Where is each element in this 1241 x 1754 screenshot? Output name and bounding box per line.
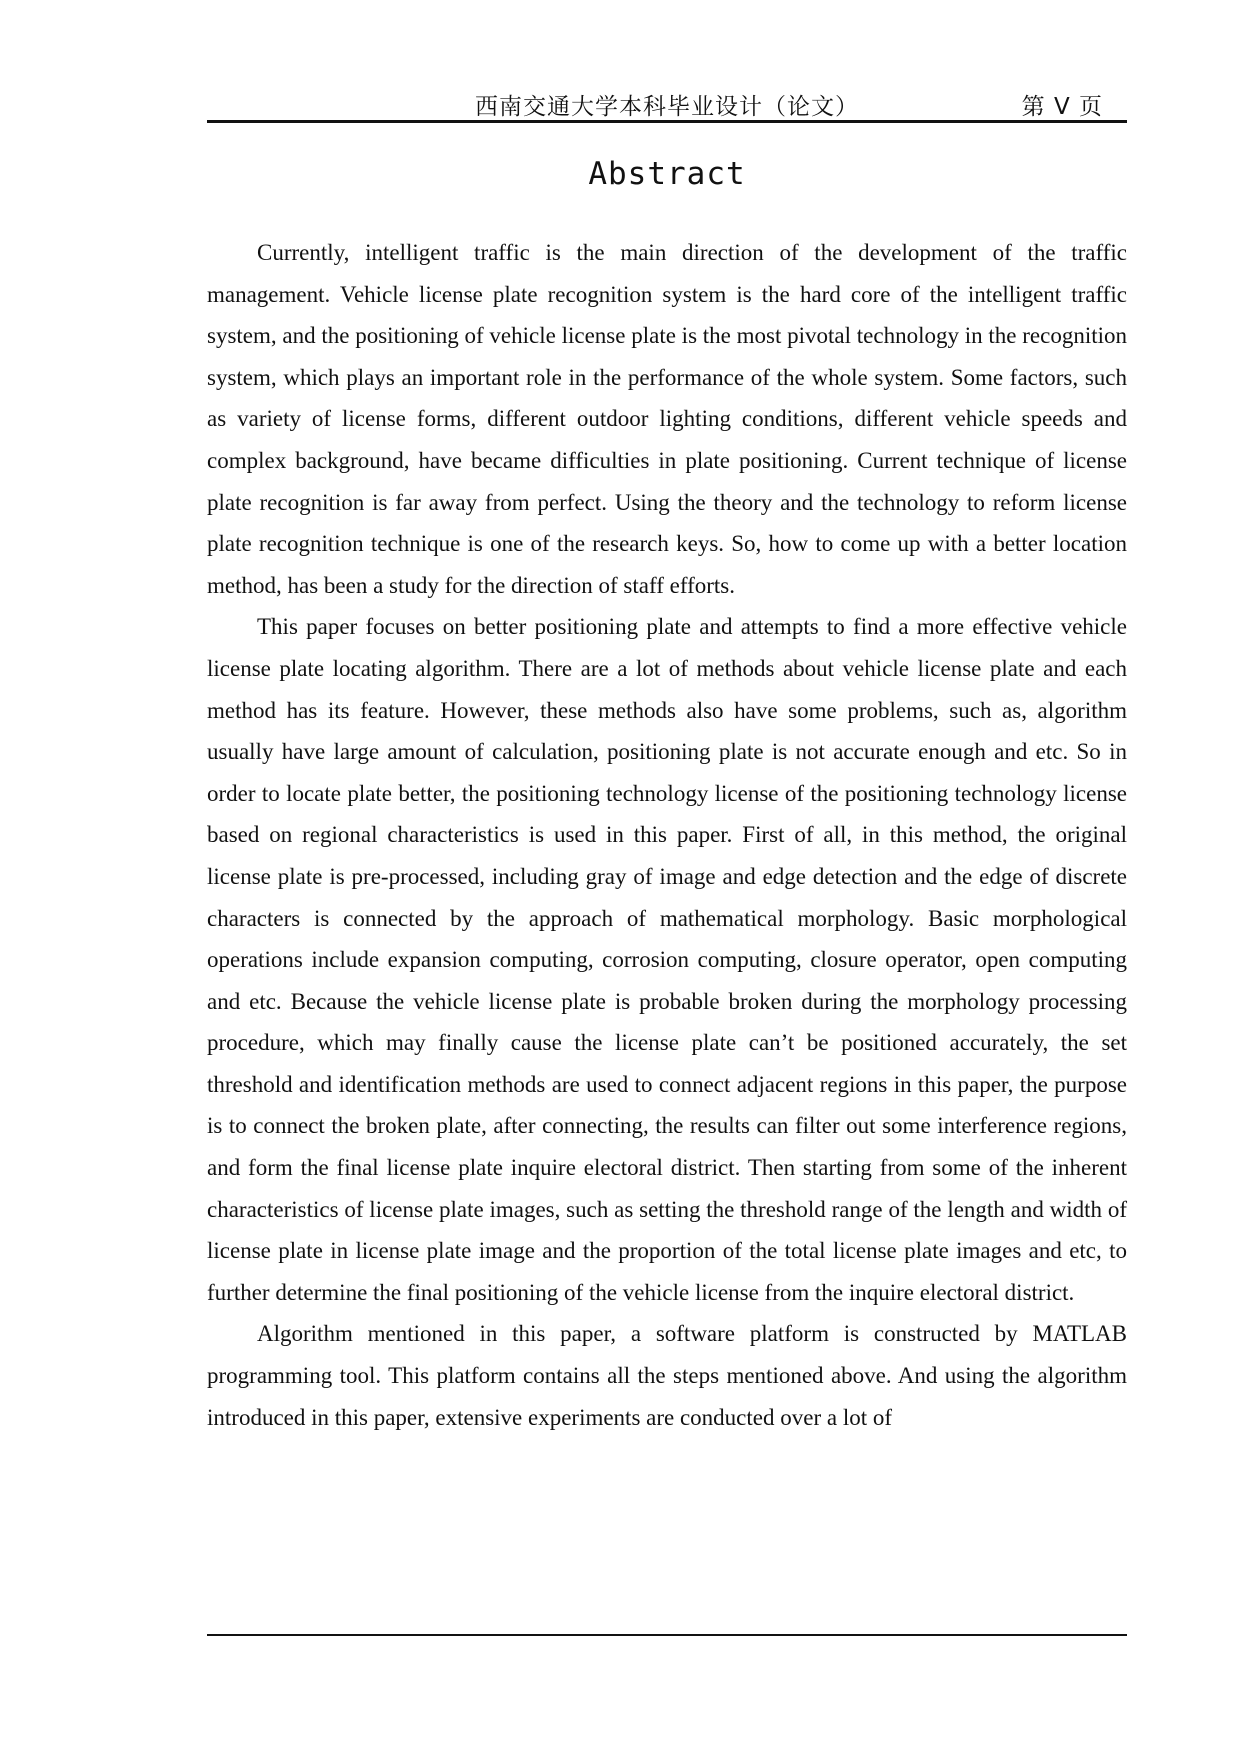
abstract-heading: Abstract xyxy=(588,156,746,192)
abstract-paragraph-1: Currently, intelligent traffic is the main direction of the development of the traffic management. Vehicle license plate recognition system is the hard core of the intelligent traffic system, and the positioning of vehicle license plate is the most pivotal technology in the recognition system, which plays an important role in the performance of the whole system. Some factors, such as variety of license forms, different outdoor lighting conditions, different vehicle speeds and complex background, have became difficulties in plate positioning. Current technique of license plate recognition is far away from perfect. Using the theory and the technology to reform license plate recognition technique is one of the research keys. So, how to come up with a better location method, has been a study for the direction of staff efforts. xyxy=(207,240,1127,598)
header-title: 西南交通大学本科毕业设计（论文） xyxy=(475,94,859,120)
page-header xyxy=(207,84,1127,123)
footer-rule xyxy=(207,1634,1127,1636)
header-page-number: 第 V 页 xyxy=(1021,94,1103,120)
abstract-paragraph-2: This paper focuses on better positioning plate and attempts to find a more effective vehicle license plate locating algorithm. There are a lot of methods about vehicle license plate and each method has its feature. However, these methods also have some problems, such as, algorithm usually have large amount of calculation, positioning plate is not accurate enough and etc. So in order to locate plate better, the positioning technology license of the positioning technology license based on regional characteristics is used in this paper. First of all, in this method, the original license plate is pre-processed, including gray of image and edge detection and the edge of discrete characters is connected by the approach of mathematical morphology. Basic morphological operations include expansion computing, corrosion computing, closure operator, open computing and etc. Because the vehicle license plate is probable broken during the morphology processing procedure, which may finally cause the license plate can’t be positioned accurately, the set threshold and identification methods are used to connect adjacent regions in this paper, the purpose is to connect the broken plate, after connecting, the results can filter out some interference regions, and form the final license plate inquire electoral district. Then starting from some of the inherent characteristics of license plate images, such as setting the threshold range of the length and width of license plate in license plate image and the proportion of the total license plate images and etc, to further determine the final positioning of the vehicle license from the inquire electoral district. xyxy=(207,614,1127,1305)
abstract-body xyxy=(207,232,1127,1438)
abstract-paragraph-3: Algorithm mentioned in this paper, a software platform is constructed by MATLAB programming tool. This platform contains all the steps mentioned above. And using the algorithm introduced in this paper, extensive experiments are conducted over a lot of xyxy=(207,1321,1127,1430)
